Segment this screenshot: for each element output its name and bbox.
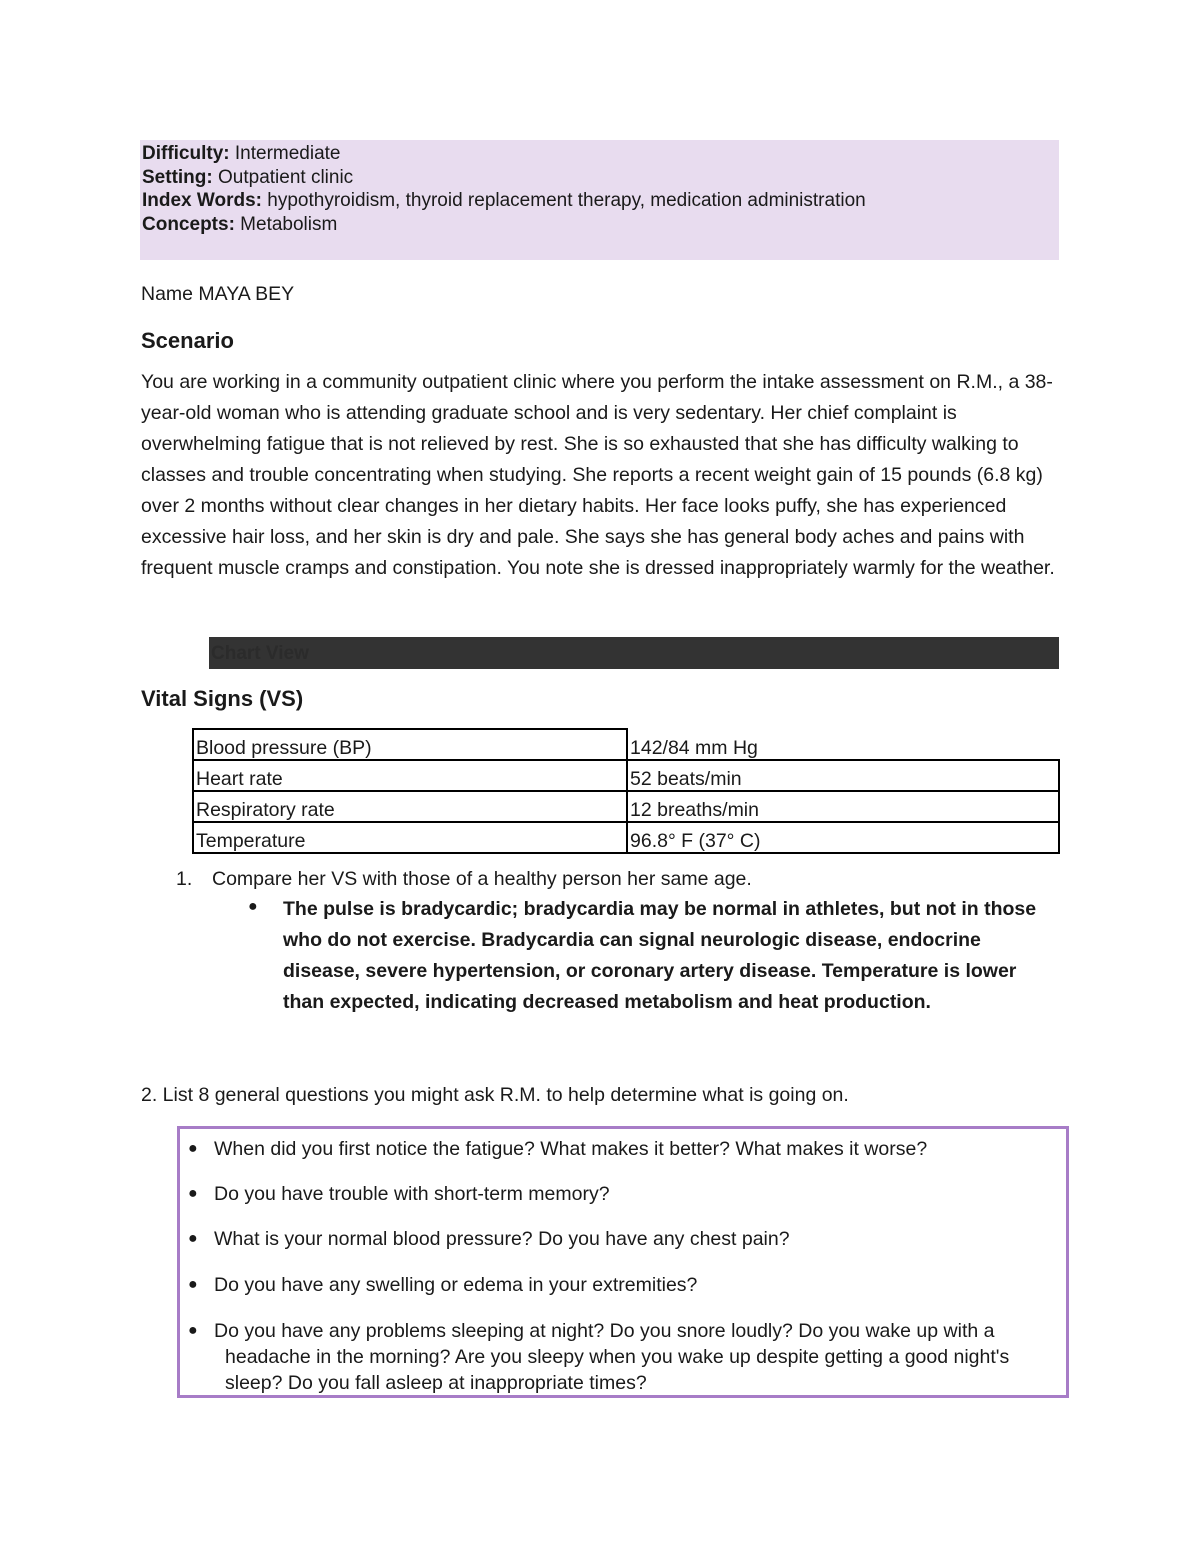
index-words-line: [142, 189, 1057, 213]
question-1-number: 1.: [176, 868, 193, 890]
answer-text: What is your normal blood pressure? Do you have any chest pain?: [214, 1228, 790, 1250]
difficulty-label: Difficulty:: [142, 143, 230, 164]
vs-label-cell: Respiratory rate: [193, 791, 627, 822]
table-row: [193, 729, 1059, 760]
vs-value-cell: 142/84 mm Hg: [627, 729, 1059, 760]
bullet-icon: ●: [188, 1185, 198, 1202]
concepts-label: Concepts:: [142, 213, 235, 235]
vital-signs-heading: Vital Signs (VS): [141, 686, 304, 711]
bullet-icon: ●: [188, 1322, 198, 1339]
vs-value-cell: 12 breaths/min: [627, 791, 1059, 822]
question-2-answer-box: [177, 1126, 1069, 1398]
vs-label-cell: Blood pressure (BP): [193, 729, 627, 760]
chart-view-bar: [209, 637, 1059, 669]
setting-line: [142, 166, 1057, 190]
student-name: Name MAYA BEY: [141, 283, 295, 305]
table-row: [193, 760, 1059, 791]
vs-value-cell: 52 beats/min: [627, 760, 1059, 791]
case-metadata-box: [140, 140, 1059, 260]
bullet-icon: ●: [188, 1230, 198, 1247]
answer-text: Do you have any swelling or edema in your extremities?: [214, 1274, 698, 1296]
vs-value-cell: 96.8° F (37° C): [627, 822, 1059, 853]
list-item: [188, 1226, 1048, 1252]
question-1-text: Compare her VS with those of a healthy person her same age.: [212, 868, 752, 890]
list-item: [188, 1181, 1048, 1207]
vs-label-cell: Temperature: [193, 822, 627, 853]
scenario-heading: Scenario: [141, 328, 234, 353]
answer-text: Do you have trouble with short-term memory?: [214, 1183, 610, 1205]
vital-signs-table: [192, 728, 1060, 854]
setting-value: Outpatient clinic: [212, 166, 354, 188]
scenario-text: You are working in a community outpatient clinic where you perform the intake assessment on R.M., a 38-year-old woman who is attending graduate school and is very sedentary. Her chief complaint is overwhelming fatigue that is not relieved by rest. She is so exhausted that she has difficulty walking to classes and trouble concentrating when studying. She reports a recent weight gain of 15 pounds (6.8 kg) over 2 months without clear changes in her dietary habits. Her face looks puffy, she has experienced excessive hair loss, and her skin is dry and pale. She says she has general body aches and pains with frequent muscle cramps and constipation. You note she is dressed inappropriately warmly for the weather.: [141, 371, 1055, 579]
difficulty-line: [142, 142, 1057, 166]
table-row: [193, 791, 1059, 822]
list-item: [188, 1272, 1048, 1298]
bullet-icon: ●: [248, 898, 258, 915]
difficulty-value: Intermediate: [229, 143, 341, 164]
concepts-line: [142, 213, 1057, 237]
concepts-value: Metabolism: [234, 213, 338, 235]
chart-view-label: Chart View: [211, 643, 309, 664]
answer-text: When did you first notice the fatigue? What makes it better? What makes it worse?: [214, 1138, 928, 1160]
bullet-icon: ●: [188, 1140, 198, 1157]
list-item: [188, 1136, 1048, 1162]
index-words-value: hypothyroidism, thyroid replacement therapy, medication administration: [262, 190, 866, 211]
setting-label: Setting:: [142, 166, 213, 188]
list-item: [188, 1318, 1048, 1396]
vs-label-cell: Heart rate: [193, 760, 627, 791]
bullet-icon: ●: [188, 1276, 198, 1293]
question-1-answer: The pulse is bradycardic; bradycardia may be normal in athletes, but not in those who do not exercise. Bradycardia can signal neurologic disease, endocrine disease, severe hypertension, or coronary artery disease. Temperature is lower than expected, indicating decreased metabolism and heat production.: [283, 898, 1037, 1013]
question-1: [176, 868, 752, 891]
question-2: 2. List 8 general questions you might ask R.M. to help determine what is going on.: [141, 1084, 849, 1106]
answer-text: Do you have any problems sleeping at night? Do you snore loudly? Do you wake up with a headache in the morning? Are you sleepy when you wake up despite getting a good night's sleep? Do you fall asleep at inappropriate times?: [214, 1320, 1010, 1394]
index-words-label: Index Words:: [142, 190, 262, 211]
table-row: [193, 822, 1059, 853]
